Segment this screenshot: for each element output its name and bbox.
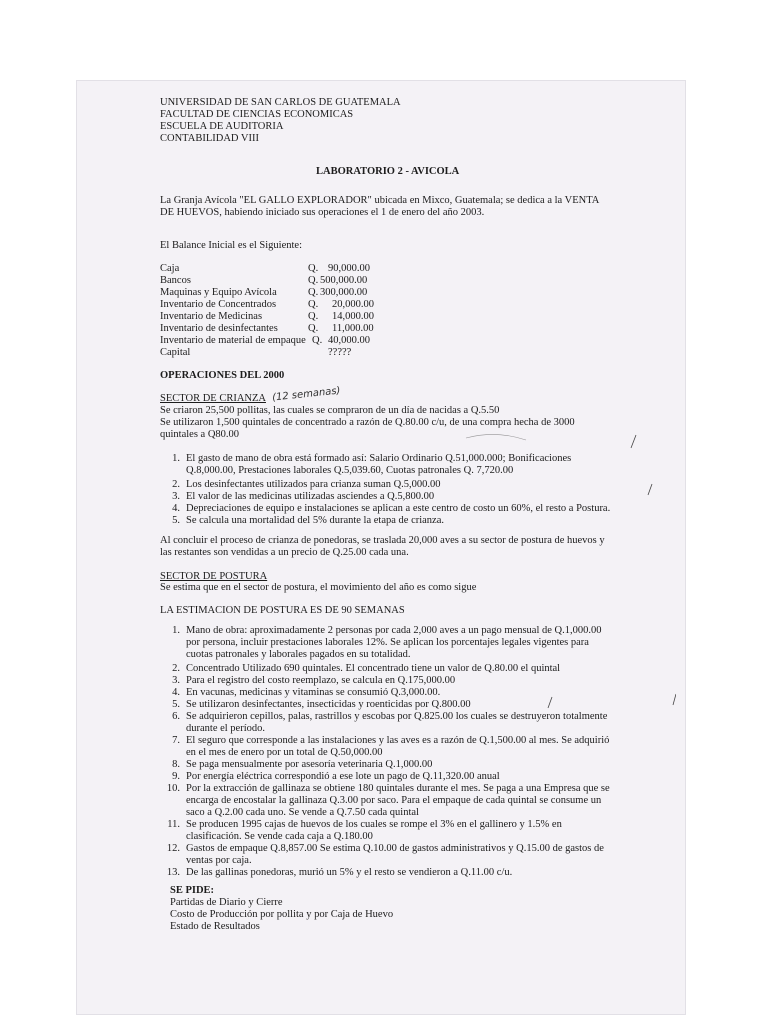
header-course: CONTABILIDAD VIII bbox=[160, 133, 259, 144]
balance-row: Inventario de Concentrados Q. 20,000.00 bbox=[160, 299, 374, 310]
crianza-list: 1. El gasto de mano de obra está formado así: Salario Ordinario Q.51,000.000; Bonificaciones Q.8,000.00, Prestaciones laborales Q.5,039.60, Cuotas patronales Q. 7,720.00 2. Los desinfectantes utilizados para crianza suman Q.5,000.00 3. El valor de las medicinas utilizadas asciendes a Q.5,800.00 4. Depreciaciones de equipo e instalaciones se aplican a este centro de costo un 60%, el resto a Postura. 5. Se calcula una mortalidad del 5% durante la etapa de crianza. bbox=[172, 453, 611, 526]
header-university: UNIVERSIDAD DE SAN CARLOS DE GUATEMALA bbox=[160, 97, 401, 108]
crianza-conclusion: Al concluir el proceso de crianza de ponedoras, se traslada 20,000 aves a su sector de postura de huevos y las restantes son vendidas a un precio de Q.25.00 cada una. bbox=[160, 535, 605, 558]
balance-row: Inventario de Medicinas Q. 14,000.00 bbox=[160, 311, 374, 322]
estimacion-heading: LA ESTIMACION DE POSTURA ES DE 90 SEMANAS bbox=[160, 605, 405, 616]
page-title: LABORATORIO 2 - AVICOLA bbox=[316, 166, 460, 177]
handwritten-note: (12 semanas) bbox=[271, 385, 342, 404]
se-pide-heading: SE PIDE: bbox=[170, 885, 215, 896]
intro-paragraph: La Granja Avícola "EL GALLO EXPLORADOR" ubicada en Mixco, Guatemala; se dedica a la VENTA DE HUEVOS, habiendo iniciado sus operaciones el 1 de enero del año 2003. bbox=[160, 195, 599, 218]
balance-row: Maquinas y Equipo Avícola Q. 300,000.00 bbox=[160, 287, 368, 298]
document-page bbox=[76, 80, 686, 1015]
balance-row: Capital ????? bbox=[160, 347, 352, 358]
crianza-paragraph: Se criaron 25,500 pollitas, las cuales se compraron de un día de nacidas a Q.5.50 bbox=[160, 405, 500, 416]
list-item: Estado de Resultados bbox=[170, 921, 260, 932]
operaciones-heading: OPERACIONES DEL 2000 bbox=[160, 370, 285, 381]
postura-heading: SECTOR DE POSTURA bbox=[160, 571, 268, 582]
balance-heading: El Balance Inicial es el Siguiente: bbox=[160, 240, 302, 251]
postura-paragraph: Se estima que en el sector de postura, el movimiento del año es como sigue bbox=[160, 582, 477, 593]
header-school: ESCUELA DE AUDITORIA bbox=[160, 121, 284, 132]
balance-row: Bancos Q. 500,000.00 bbox=[160, 275, 368, 286]
list-item: Costo de Producción por pollita y por Caja de Huevo bbox=[170, 909, 394, 920]
postura-list: 1. Mano de obra: aproximadamente 2 personas por cada 2,000 aves a un pago mensual de Q.1,000.00 por persona, incluir prestaciones laborales 12%. Se aplican los porcentajes legales vigentes para cuotas patronales y laborales pagados en su totalidad. 2. Concentrado Utilizado 690 quintales. El concentrado tiene un valor de Q.80.00 el quintal 3. Para el registro del costo reemplazo, se calcula en Q.175,000.00 4. En vacunas, medicinas y vitaminas se consumió Q.3,000.00. 5. Se utilizaron desinfectantes, insecticidas y roenticidas por Q.800.00 6. Se adquirieron cepillos, palas, rastrillos y escobas por Q.825.00 los cuales se destruyeron totalmente durante el período. 7. El seguro que corresponde a las instalaciones y las aves es a razón de Q.1,500.00 al mes. Se adquirió en el mes de enero por un total de Q.50,000.00 8. Se paga mensualmente por asesoría veterinaria Q.1,000.00 9. Por energía eléctrica correspondió a ese lote un pago de Q.11,320.00 anual 10. Por la extracción de gallinaza se obtiene 180 quintales durante el mes. Se paga a una Empresa que se encarga de encostalar la gallinaza Q.3.00 por saco. Para el empaque de cada quintal se consume un saco a Q.2.00 cada uno. Se vende a Q.7.50 cada quintal 11. Se producen 1995 cajas de huevos de los cuales se rompe el 3% en el gallinero y 1.5% en clasificación. Se vende cada caja a Q.180.00 12. Gastos de empaque Q.8,857.00 Se estima Q.10.00 de gastos administrativos y Q.15.00 de gastos de ventas por caja. 13. De las gallinas ponedoras, murió un 5% y el resto se vendieron a Q.11.00 c/u. bbox=[166, 625, 610, 878]
balance-row: Inventario de material de empaque Q. 40,000.00 bbox=[160, 335, 370, 346]
balance-row: Inventario de desinfectantes Q. 11,000.00 bbox=[160, 323, 374, 334]
list-item: Partidas de Diario y Cierre bbox=[170, 897, 283, 908]
pen-marks bbox=[436, 80, 676, 1015]
balance-row: Caja Q. 90,000.00 bbox=[160, 263, 370, 274]
balance-table bbox=[160, 263, 460, 363]
crianza-heading: SECTOR DE CRIANZA bbox=[160, 393, 266, 404]
crianza-paragraph: Se utilizaron 1,500 quintales de concentrado a razón de Q.80.00 c/u, de una compra hecha de 3000 quintales a Q80.00 bbox=[160, 417, 575, 440]
header-faculty: FACULTAD DE CIENCIAS ECONOMICAS bbox=[160, 109, 354, 120]
